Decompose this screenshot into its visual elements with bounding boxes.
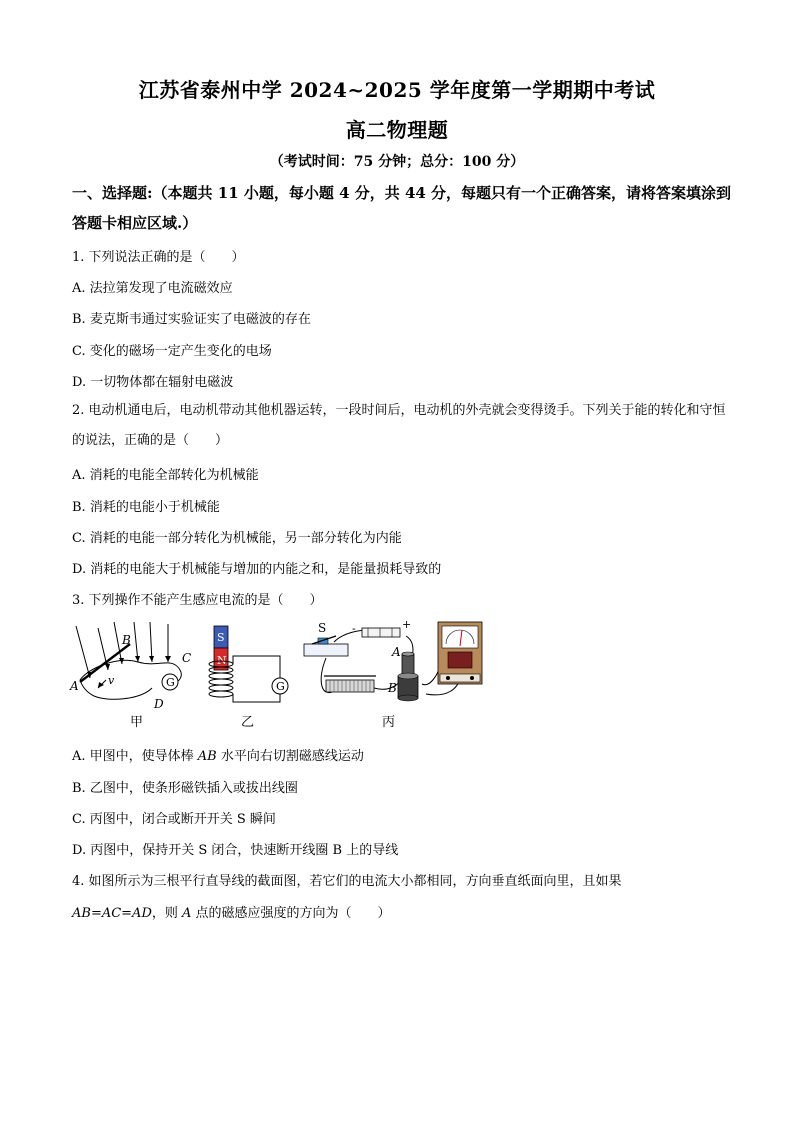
yi-label-g: G	[276, 680, 285, 693]
q1-option-a: A. 法拉第发现了电流磁效应	[72, 281, 233, 296]
q2-option-b: B. 消耗的电能小于机械能	[72, 500, 220, 515]
jia-label-v: v	[108, 674, 115, 687]
q3-option-d: D. 丙图中，保持开关 S 闭合，快速断开线圈 B 上的导线	[72, 843, 399, 858]
q1-option-b: B. 麦克斯韦通过实验证实了电磁波的存在	[72, 312, 311, 327]
jia-label-b: B	[122, 633, 131, 647]
q3-option-a	[72, 745, 364, 764]
q4-point-a: A	[182, 906, 192, 921]
figure-caption-jia: 甲	[130, 715, 144, 730]
q4-stem-line2	[72, 902, 391, 921]
q3-option-a-pre: A. 甲图中，使导体棒	[72, 749, 198, 764]
q3-figure-jia	[68, 618, 208, 730]
q2-stem: 2. 电动机通电后，电动机带动其他机器运转，一段时间后，电动机的外壳就会变得烫手。下列关于能的转化和守恒的说法，正确的是（ ）	[72, 403, 726, 448]
bing-label-plus: +	[402, 618, 412, 631]
q3-stem: 3. 下列操作不能产生感应电流的是（ ）	[72, 593, 323, 608]
exam-info: （考试时间：75 分钟；总分：100 分）	[269, 154, 525, 170]
q1-option-d: D. 一切物体都在辐射电磁波	[72, 375, 234, 390]
q2-option-a: A. 消耗的电能全部转化为机械能	[72, 468, 259, 483]
q3-figure-yi	[200, 622, 300, 730]
q4-tail: 点的磁感应强度的方向为（ ）	[191, 906, 391, 921]
bing-label-b: B	[388, 681, 397, 695]
bing-label-a: A	[392, 645, 401, 659]
section-heading: 一、选择题:（本题共 11 小题，每小题 4 分，共 44 分，每题只有一个正确答案，请将答案填涂到答题卡相应区域.）	[72, 184, 732, 232]
q4-stem-line1: 4. 如图所示为三根平行直导线的截面图，若它们的电流大小都相同，方向垂直纸面向里，且如果	[72, 874, 622, 889]
bing-label-minus: -	[352, 622, 356, 635]
jia-label-a: A	[70, 679, 79, 693]
switch-base	[304, 644, 348, 656]
exam-title: 江苏省泰州中学 2024~2025 学年度第一学期期中考试	[138, 78, 656, 102]
jia-label-d: D	[154, 697, 164, 711]
yi-label-n: N	[217, 654, 227, 667]
jia-label-c: C	[182, 651, 192, 665]
q2-option-c: C. 消耗的电能一部分转化为机械能，另一部分转化为内能	[72, 531, 402, 546]
q3-figure-bing	[298, 618, 488, 730]
figure-caption-yi: 乙	[241, 715, 255, 730]
exam-subtitle: 高二物理题	[345, 118, 449, 142]
q3-option-a-post: 水平向右切割磁感线运动	[216, 749, 364, 764]
galvanometer-icon	[448, 652, 472, 668]
bing-label-s: S	[318, 621, 327, 635]
q1-option-c: C. 变化的磁场一定产生变化的电场	[72, 344, 272, 359]
figure-caption-bing: 丙	[382, 715, 396, 730]
q3-option-a-var: AB	[197, 749, 217, 764]
q4-equation: AB=AC=AD	[72, 906, 152, 921]
q3-option-c: C. 丙图中，闭合或断开开关 S 瞬间	[72, 812, 276, 827]
jia-label-g: G	[166, 676, 175, 689]
q2-option-d: D. 消耗的电能大于机械能与增加的内能之和，是能量损耗导致的	[72, 562, 442, 577]
yi-label-s: S	[217, 631, 225, 644]
q1-stem: 1. 下列说法正确的是（ ）	[72, 250, 245, 265]
q4-mid: ，则	[151, 906, 183, 921]
q3-option-b: B. 乙图中，使条形磁铁插入或拔出线圈	[72, 781, 298, 796]
